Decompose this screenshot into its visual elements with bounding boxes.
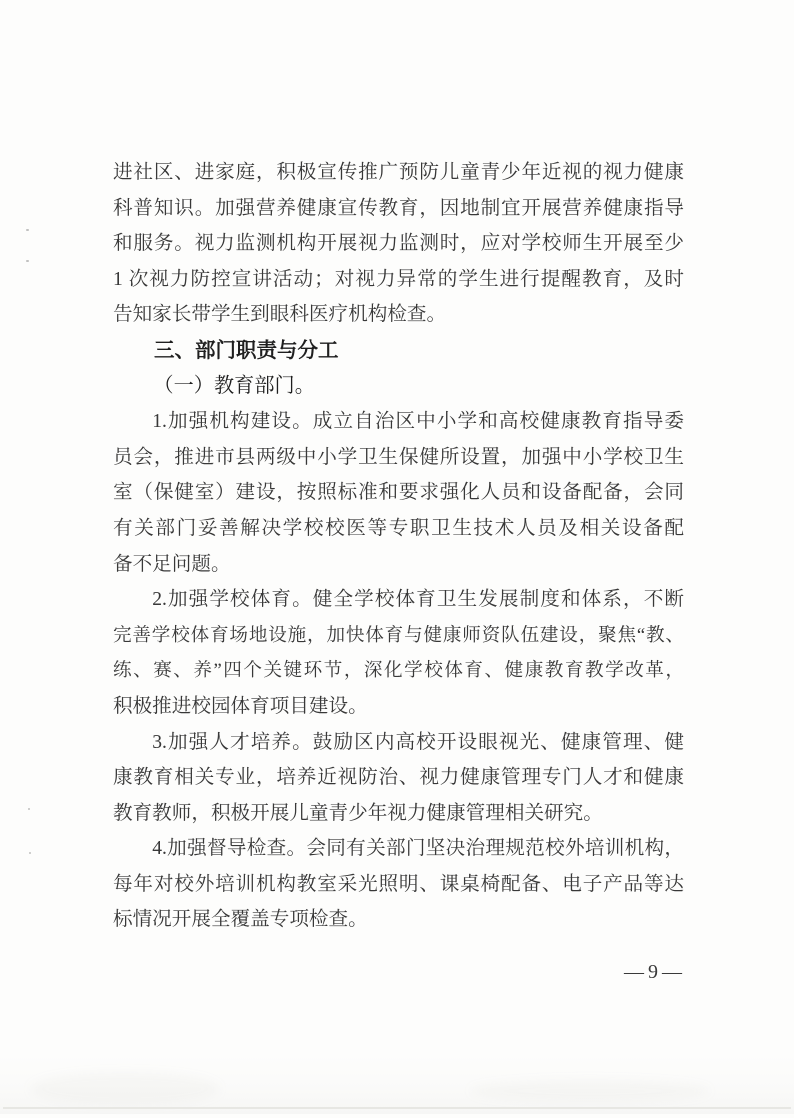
scan-smudge <box>30 1072 220 1106</box>
body-line: 科普知识。加强营养健康宣传教育，因地制宜开展营养健康指导 <box>113 197 684 219</box>
body-line: 标情况开展全覆盖专项检查。 <box>113 909 368 931</box>
subsection-heading: （一）教育部门。 <box>153 374 315 397</box>
body-line: 1 次视力防控宣讲活动；对视力异常的学生进行提醒教育，及时 <box>113 268 684 290</box>
scan-edge-shading <box>0 1054 794 1114</box>
body-line: 3.加强人才培养。鼓励区内高校开设眼视光、健康管理、健 <box>152 731 684 753</box>
body-line: 教育教师，积极开展儿童青少年视力健康管理相关研究。 <box>113 802 603 824</box>
body-line: 完善学校体育场地设施，加快体育与健康师资队伍建设，聚焦“教、 <box>113 624 684 646</box>
page-number: —9— <box>624 961 686 983</box>
scan-smudge <box>470 1080 710 1102</box>
body-line: 室（保健室）建设，按照标准和要求强化人员和设备配备，会同 <box>113 482 684 504</box>
body-line: 备不足问题。 <box>113 553 231 575</box>
body-line: 2.加强学校体育。健全学校体育卫生发展制度和体系，不断 <box>152 589 684 611</box>
body-line: 康教育相关专业，培养近视防治、视力健康管理专门人才和健康 <box>113 767 684 789</box>
scan-speck <box>26 229 29 231</box>
body-line: 积极推进校园体育项目建设。 <box>113 695 368 717</box>
body-line: 员会，推进市县两级中小学卫生保健所设置，加强中小学校卫生 <box>113 446 684 468</box>
body-line: 有关部门妥善解决学校校医等专职卫生技术人员及相关设备配 <box>113 517 684 539</box>
scan-speck <box>29 852 31 854</box>
body-line: 进社区、进家庭，积极宣传推广预防儿童青少年近视的视力健康 <box>113 162 684 183</box>
scan-speck <box>28 808 30 810</box>
document-body <box>113 155 684 938</box>
scan-speck <box>26 260 29 262</box>
body-line: 练、赛、养”四个关键环节，深化学校体育、健康教育教学改革， <box>113 660 684 682</box>
section-heading: 三、部门职责与分工 <box>154 338 339 362</box>
body-line: 4.加强督导检查。会同有关部门坚决治理规范校外培训机构， <box>152 838 684 860</box>
scan-edge-line <box>3 1107 791 1109</box>
body-line: 和服务。视力监测机构开展视力监测时，应对学校师生开展至少 <box>113 233 684 255</box>
body-line: 1.加强机构建设。成立自治区中小学和高校健康教育指导委 <box>152 411 684 433</box>
body-line: 告知家长带学生到眼科医疗机构检查。 <box>113 304 447 326</box>
body-line: 每年对校外培训机构教室采光照明、课桌椅配备、电子产品等达 <box>113 873 684 895</box>
